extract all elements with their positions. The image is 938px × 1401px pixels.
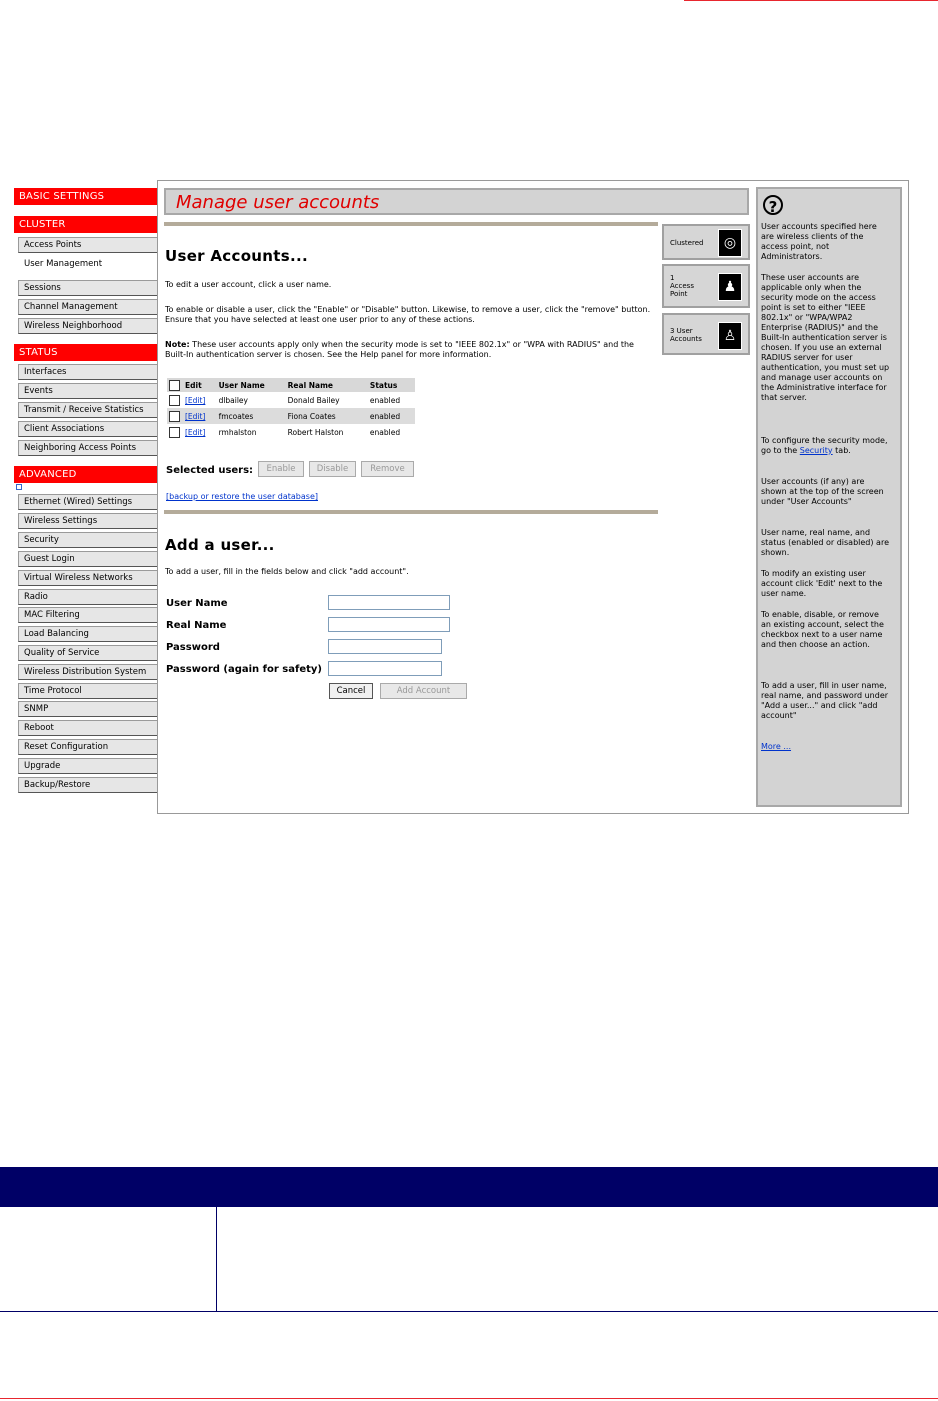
edit-instruction: To edit a user account, click a user name. (165, 280, 332, 289)
nav-advanced-header[interactable]: ADVANCED (14, 466, 158, 483)
sidebar-item-guest-login[interactable]: Guest Login (18, 551, 158, 567)
remove-button[interactable]: Remove (361, 461, 414, 477)
access-point-label: Access Point (670, 282, 694, 298)
table-row (167, 392, 415, 408)
cell-real-name: Donald Bailey (287, 395, 340, 405)
sidebar-item-events[interactable]: Events (18, 383, 158, 399)
document-table-divider (216, 1167, 217, 1312)
help-text-2: These user accounts are applicable only when the security mode on the access point is set to either "IEEE 802.1x" or "WPA/WPA2 Enterprise (RADIUS)" and the Built-In authentication server is chosen. If you use an external RADIUS server for user authentication, you must set up and manage user accounts on the Administrative interface for that server. (761, 273, 890, 402)
sidebar-item-load-balancing[interactable]: Load Balancing (18, 626, 158, 642)
clustered-label: Clustered (670, 239, 704, 247)
add-instruction: To add a user, fill in the fields below and click "add account". (165, 567, 409, 576)
sidebar-item-backup-restore[interactable]: Backup/Restore (18, 777, 158, 793)
sidebar-item-sessions[interactable]: Sessions (18, 280, 158, 296)
more-link[interactable]: More ... (761, 742, 792, 751)
edit-link[interactable]: [Edit] (185, 395, 206, 405)
sidebar-item-vwn[interactable]: Virtual Wireless Networks (18, 570, 158, 586)
cell-status: enabled (368, 408, 415, 424)
edit-link[interactable]: [Edit] (185, 411, 206, 421)
cancel-button[interactable]: Cancel (329, 683, 373, 699)
collapse-icon[interactable] (16, 484, 22, 490)
document-table-header (0, 1167, 938, 1207)
sidebar-item-reset-config[interactable]: Reset Configuration (18, 739, 158, 755)
real-name-label: Real Name (166, 620, 227, 631)
access-point-count: 1 (670, 274, 675, 282)
note-text: These user accounts apply only when the security mode is set to "IEEE 802.1x" or "WPA with RADIUS" and the Built-In authentication server is chosen. See the Help panel for more information. (165, 340, 634, 359)
cell-status: enabled (369, 395, 401, 405)
table-row (167, 408, 415, 424)
sidebar-item-ethernet[interactable]: Ethernet (Wired) Settings (18, 494, 158, 510)
real-name-input[interactable] (328, 617, 450, 632)
sidebar-item-neighboring-aps[interactable]: Neighboring Access Points (18, 440, 158, 456)
nav-status-header[interactable]: STATUS (14, 344, 158, 361)
user-accounts-heading: User Accounts... (165, 247, 308, 265)
help-text-6: To modify an existing user account click 'Edit' next to the user name. (761, 569, 883, 598)
row-checkbox[interactable] (169, 395, 180, 406)
sidebar-item-reboot[interactable]: Reboot (18, 720, 158, 736)
col-real-name: Real Name (286, 378, 368, 392)
help-panel (756, 187, 902, 807)
sidebar-item-interfaces[interactable]: Interfaces (18, 364, 158, 380)
add-account-button[interactable]: Add Account (380, 683, 467, 699)
nav-basic-settings[interactable]: BASIC SETTINGS (14, 188, 158, 205)
cell-user-name: dlbailey (218, 395, 248, 405)
security-link[interactable]: Security (799, 446, 833, 455)
sidebar-item-access-points[interactable]: Access Points (18, 237, 158, 253)
help-text-1: User accounts specified here are wireless clients of the access point, not Administrators. (761, 222, 877, 261)
disable-button[interactable]: Disable (309, 461, 356, 477)
sidebar-item-radio[interactable]: Radio (18, 589, 158, 605)
sidebar-item-wireless-neighborhood[interactable]: Wireless Neighborhood (18, 318, 158, 334)
row-checkbox[interactable] (169, 411, 180, 422)
password-input[interactable] (328, 639, 442, 654)
help-text-8: To add a user, fill in user name, real name, and password under "Add a user..." and click "add account" (761, 681, 889, 720)
nav-cluster-header[interactable]: CLUSTER (14, 216, 158, 233)
sidebar-item-security[interactable]: Security (18, 532, 158, 548)
user-accounts-icon: ♙ (718, 322, 742, 350)
table-row (167, 424, 415, 440)
sidebar-item-transmit-receive[interactable]: Transmit / Receive Statistics (18, 402, 158, 418)
security-note (165, 340, 657, 360)
sidebar-item-channel-management[interactable]: Channel Management (18, 299, 158, 315)
user-accounts-tile[interactable] (662, 313, 750, 355)
cell-user-name: rmhalston (218, 427, 257, 437)
cell-real-name: Fiona Coates (286, 408, 368, 424)
sidebar-item-snmp[interactable]: SNMP (18, 701, 158, 717)
col-user-name: User Name (217, 378, 286, 392)
table-header-row (167, 378, 415, 392)
user-name-label: User Name (166, 598, 228, 609)
note-label: Note: (165, 340, 190, 349)
antenna-icon: ◎ (718, 229, 742, 257)
page-title-bar (164, 188, 749, 215)
user-accounts-table (167, 378, 415, 440)
row-checkbox[interactable] (169, 427, 180, 438)
sidebar-item-user-management[interactable]: User Management (18, 256, 158, 272)
help-text-5: User name, real name, and status (enabled or disabled) are shown. (761, 528, 889, 557)
add-user-heading: Add a user... (165, 536, 275, 554)
select-all-checkbox[interactable] (169, 380, 180, 391)
help-text-7: To enable, disable, or remove an existing account, select the checkbox next to a user name and then choose an action. (761, 610, 884, 649)
sidebar-item-qos[interactable]: Quality of Service (18, 645, 158, 661)
page-title: Manage user accounts (176, 192, 380, 213)
document-table-bottom (0, 1311, 938, 1312)
help-text-3 (761, 436, 891, 456)
cell-real-name: Robert Halston (287, 427, 344, 437)
password-label: Password (166, 642, 220, 653)
section-separator (164, 510, 658, 514)
user-accounts-label: 3 User Accounts (670, 327, 702, 343)
sidebar-item-wireless-settings[interactable]: Wireless Settings (18, 513, 158, 529)
edit-link[interactable]: [Edit] (185, 427, 206, 437)
top-rule (684, 0, 938, 1)
section-separator (164, 222, 658, 226)
cell-status: enabled (369, 427, 401, 437)
cell-user-name: fmcoates (217, 408, 286, 424)
help-text-3-before: To configure the security mode, go to the (761, 436, 888, 455)
bottom-rule (0, 1398, 938, 1399)
sidebar-item-client-associations[interactable]: Client Associations (18, 421, 158, 437)
help-text-3-after: tab. (832, 446, 851, 455)
clustered-tile[interactable] (662, 224, 750, 260)
enable-button[interactable]: Enable (258, 461, 304, 477)
access-point-tile[interactable] (662, 264, 750, 308)
password-again-input[interactable] (328, 661, 442, 676)
backup-restore-link[interactable]: [backup or restore the user database] (166, 492, 318, 501)
col-status: Status (368, 378, 415, 392)
password-again-label: Password (again for safety) (166, 664, 322, 675)
help-text-4: User accounts (if any) are shown at the top of the screen under "User Accounts" (761, 477, 884, 506)
col-edit: Edit (183, 378, 217, 392)
selected-users-label: Selected users: (166, 465, 254, 476)
sidebar-item-mac-filtering[interactable]: MAC Filtering (18, 607, 158, 623)
sidebar-item-wds[interactable]: Wireless Distribution System (18, 664, 158, 680)
sidebar-item-upgrade[interactable]: Upgrade (18, 758, 158, 774)
user-name-input[interactable] (328, 595, 450, 610)
sidebar-item-time-protocol[interactable]: Time Protocol (18, 683, 158, 699)
help-icon[interactable]: ? (763, 195, 783, 215)
enable-instruction: To enable or disable a user, click the "Enable" or "Disable" button. Likewise, to remove a user, click the "remove" button. Ensure that you have selected at least one user prior to any of these actions. (165, 305, 651, 324)
access-point-users-icon: ♟ (718, 273, 742, 301)
